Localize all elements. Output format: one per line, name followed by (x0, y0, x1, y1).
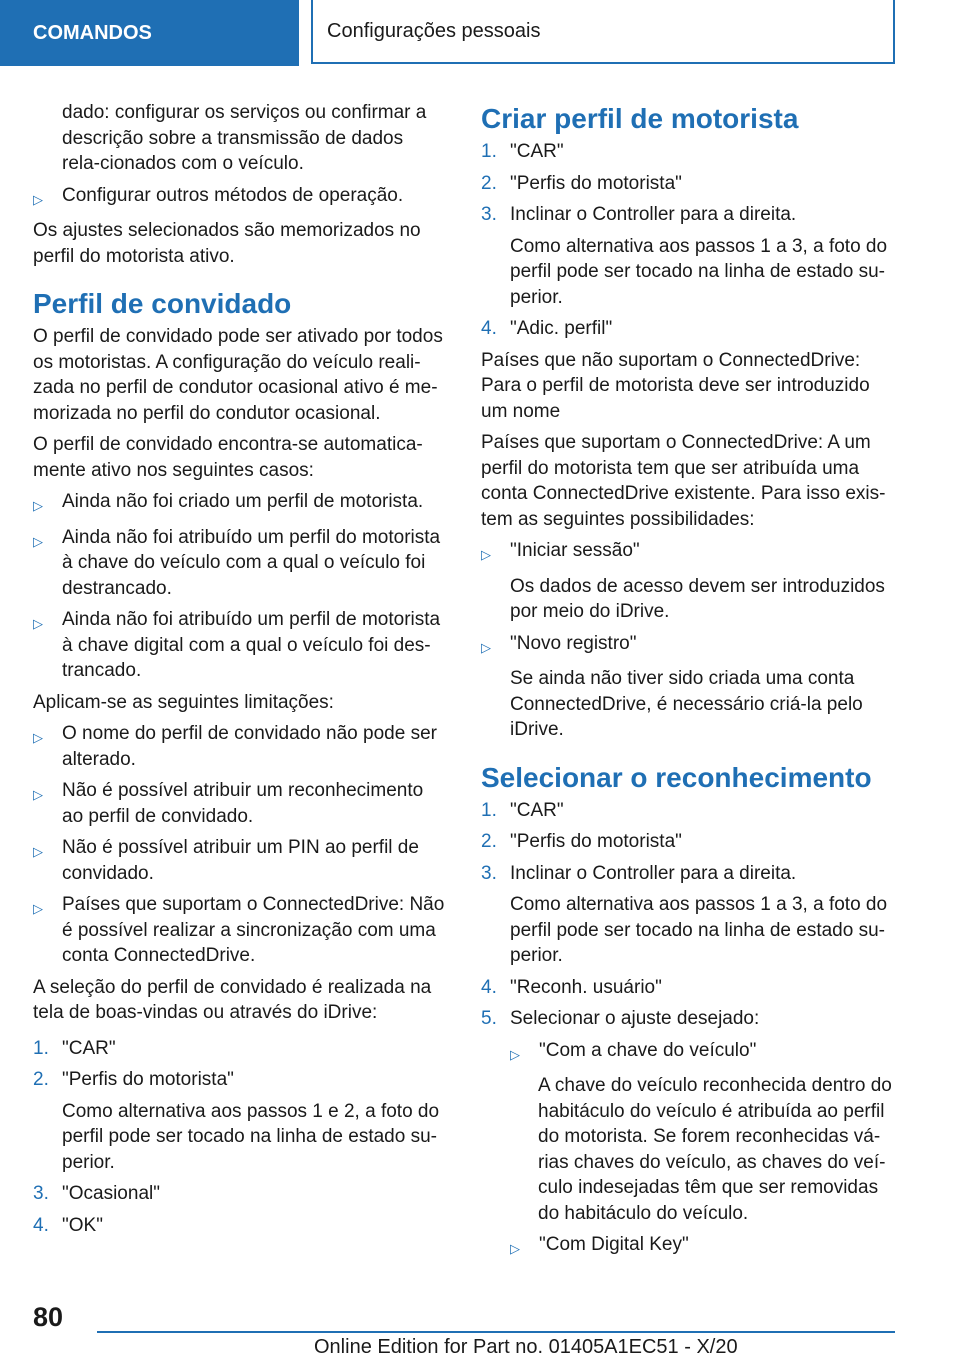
list-item-text: "Com a chave do veículo" (539, 1039, 757, 1061)
step-text: "Adic. perfil" (510, 318, 613, 339)
triangle-bullet-icon: ▷ (510, 1241, 520, 1256)
numbered-step (481, 829, 896, 855)
step-number: 2. (481, 831, 497, 852)
triangle-bullet-icon: ▷ (33, 787, 43, 802)
triangle-bullet-icon: ▷ (33, 533, 43, 549)
page-number: 80 (33, 1302, 64, 1332)
step-number: 2. (33, 1069, 49, 1090)
section-heading-select-recognition: Selecionar o reconhecimento (481, 761, 872, 793)
triangle-bullet-icon: ▷ (33, 616, 43, 631)
list-item (33, 489, 445, 519)
list-item-text: Não é possível atribuir um reconhecimento ao perfil de convidado. (62, 780, 424, 827)
step-number: 1. (33, 1037, 49, 1059)
numbered-step (481, 316, 896, 342)
list-item (481, 631, 896, 661)
left-column (33, 100, 445, 1244)
step-text: "Perfis do motorista" (510, 172, 682, 194)
list-item-text: Configurar outros métodos de operação. (62, 184, 404, 206)
paragraph: O perfil de convidado encontra-se automatica-mente ativo nos seguintes casos: (33, 434, 423, 481)
step-note: Como alternativa aos passos 1 a 3, a foto do perfil pode ser tocado na linha de estado su-perior. (510, 894, 888, 966)
list-item-text: Países que suportam o ConnectedDrive: Não é possível realizar a sincronização com uma conta ConnectedDrive. (62, 894, 445, 966)
header-page-title: Configurações pessoais (311, 0, 895, 64)
list-item-text: Não é possível atribuir um PIN ao perfil de convidado. (62, 837, 419, 884)
numbered-step (481, 202, 896, 228)
step-text: "Ocasional" (62, 1183, 160, 1204)
step-number: 4. (33, 1214, 49, 1236)
step-note: Como alternativa aos passos 1 e 2, a foto do perfil pode ser tocado na linha de estado su-perior. (62, 1100, 440, 1173)
header-section-tab: COMANDOS (0, 0, 299, 66)
list-item-text: "Iniciar sessão" (510, 540, 640, 561)
step-text: "OK" (62, 1214, 103, 1236)
paragraph: Países que suportam o ConnectedDrive: A um perfil do motorista tem que ser atribuída uma conta ConnectedDrive existente. Para isso exis-tem as seguintes possibilidades: (481, 432, 886, 530)
list-item (510, 1232, 896, 1262)
list-item (33, 835, 445, 886)
triangle-bullet-icon: ▷ (33, 844, 43, 859)
numbered-step (481, 975, 896, 1001)
step-number: 2. (481, 172, 497, 194)
step-number: 1. (481, 141, 497, 162)
numbered-step (481, 139, 896, 165)
paragraph: O perfil de convidado pode ser ativado por todos os motoristas. A configuração do veículo reali-zada no perfil de condutor ocasional ativo é me-morizada no perfil do condutor ocasional. (33, 326, 443, 424)
step-number: 5. (481, 1008, 497, 1029)
list-item-note: Se ainda não tiver sido criada uma conta ConnectedDrive, é necessário criá-la pelo iDrive. (510, 668, 863, 740)
step-number: 3. (481, 862, 497, 884)
list-item-text: Ainda não foi atribuído um perfil de motorista à chave digital com a qual o veículo foi des-trancado. (62, 609, 441, 681)
triangle-bullet-icon: ▷ (481, 547, 491, 562)
step-text: "Reconh. usuário" (510, 976, 662, 998)
list-item (481, 538, 896, 568)
list-item (33, 183, 445, 213)
step-number: 4. (481, 976, 497, 998)
step-number: 1. (481, 799, 497, 821)
step-text: "Perfis do motorista" (62, 1069, 234, 1090)
step-note: Como alternativa aos passos 1 a 3, a foto do perfil pode ser tocado na linha de estado su-perior. (510, 235, 888, 308)
paragraph: Os ajustes selecionados são memorizados no perfil do motorista ativo. (33, 220, 421, 267)
list-item-text: Ainda não foi criado um perfil de motorista. (62, 491, 424, 512)
list-item-note: Os dados de acesso devem ser introduzidos por meio do iDrive. (510, 575, 885, 622)
step-text: Inclinar o Controller para a direita. (510, 862, 797, 884)
step-text: Inclinar o Controller para a direita. (510, 204, 797, 225)
triangle-bullet-icon: ▷ (33, 730, 43, 745)
triangle-bullet-icon: ▷ (33, 901, 43, 916)
right-column (481, 102, 896, 1268)
step-text: Selecionar o ajuste desejado: (510, 1008, 760, 1029)
footer-edition: Online Edition for Part no. 01405A1EC51 - X/20 (314, 1336, 738, 1358)
list-item (33, 525, 445, 602)
step-number: 3. (481, 204, 497, 225)
paragraph: Aplicam-se as seguintes limitações: (33, 691, 334, 713)
list-item (33, 721, 445, 772)
paragraph: Países que não suportam o ConnectedDrive: Para o perfil de motorista deve ser introduzido um nome (481, 349, 870, 422)
numbered-step (33, 1036, 445, 1062)
list-item (33, 778, 445, 829)
numbered-step (33, 1213, 445, 1239)
step-text: "CAR" (510, 141, 564, 162)
step-text: "CAR" (510, 799, 564, 821)
numbered-step (33, 1181, 445, 1207)
list-item (33, 607, 445, 684)
list-item-text: "Com Digital Key" (539, 1234, 689, 1255)
list-item-note: A chave do veículo reconhecida dentro do habitáculo do veículo é atribuída ao perfil do motorista. Se forem reconhecidas vá-rias chaves do veículo, as chaves do veí-culo indesejadas têm que ser removidas do habitáculo do veículo. (538, 1075, 892, 1224)
step-number: 4. (481, 318, 497, 339)
triangle-bullet-icon: ▷ (510, 1046, 520, 1062)
triangle-bullet-icon: ▷ (33, 191, 43, 207)
list-item-text: "Novo registro" (510, 632, 637, 654)
list-item-text: Ainda não foi atribuído um perfil do motorista à chave do veículo com a qual o veículo foi destrancado. (62, 526, 441, 599)
step-text: "CAR" (62, 1037, 116, 1059)
continued-paragraph: dado: configurar os serviços ou confirmar a descrição sobre a transmissão de dados rela-cionados com o veículo. (62, 102, 427, 174)
list-item (510, 1038, 896, 1068)
triangle-bullet-icon: ▷ (481, 639, 491, 655)
step-text: "Perfis do motorista" (510, 831, 682, 852)
paragraph: A seleção do perfil de convidado é realizada na tela de boas-vindas ou através do iDrive: (33, 976, 432, 1023)
triangle-bullet-icon: ▷ (33, 498, 43, 513)
numbered-step (481, 798, 896, 824)
numbered-step (481, 1006, 896, 1032)
numbered-step (33, 1067, 445, 1093)
step-number: 3. (33, 1183, 49, 1204)
numbered-step (481, 861, 896, 887)
footer-divider (97, 1331, 895, 1333)
list-item-text: O nome do perfil de convidado não pode ser alterado. (62, 723, 437, 770)
section-heading-create-profile: Criar perfil de motorista (481, 103, 799, 134)
section-heading-guest-profile: Perfil de convidado (33, 288, 292, 319)
list-item (33, 892, 445, 969)
numbered-step (481, 171, 896, 197)
